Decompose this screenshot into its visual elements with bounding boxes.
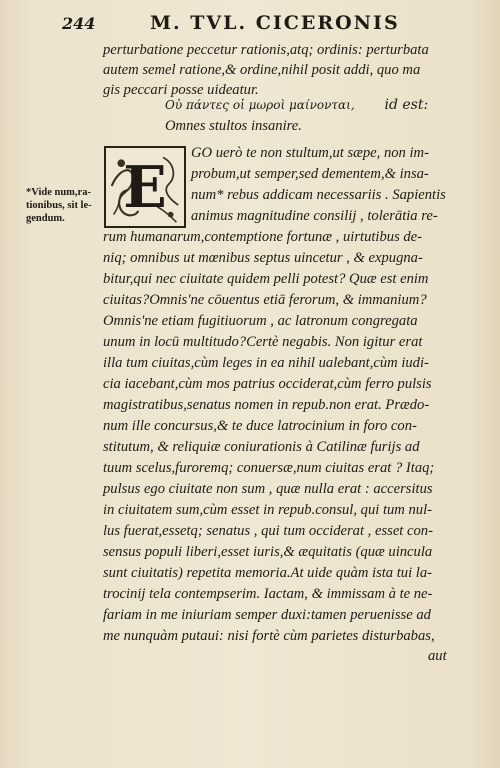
text-line: gis peccari posse uideatur. (103, 82, 259, 98)
text-line: stitutum, & reliquiæ coniurationis à Catilinæ furijs ad (103, 439, 420, 455)
text-line: GO uerò te non stultum,ut sæpe, non im- (191, 145, 429, 161)
id-est-label: id est: (384, 97, 429, 113)
greek-quotation (165, 96, 428, 114)
text-line: ciuitas?Omnis'ne cōuentus etiā ferorum, & immanium? (103, 292, 427, 308)
text-line: Omnis'ne etiam fugitiuorum , ac latronum congregata (103, 313, 418, 329)
text-line: pulsus ego ciuitate non sum , quæ nulla erat : accersitus (103, 481, 433, 497)
text-line: cia iacebant,cùm mos patrius occiderat,cùm ferro pulsis (103, 376, 432, 392)
margin-note-line: gendum. (26, 213, 65, 224)
page-number: 244 (62, 14, 96, 33)
text-line: autem semel ratione,& ordine,nihil posit addi, quo ma (103, 62, 421, 78)
text-line: sensus populi liberi,esset iuris,& æquitatis (quæ uincula (103, 544, 433, 560)
page-header (0, 12, 500, 38)
text-line: in ciuitatem sum,cùm esset in repub.consul, qui tum nul- (103, 502, 432, 518)
text-line: fariam in me iniuriam semper duxi:tamen peruenisse ad (103, 607, 431, 623)
greek-text: Οὐ πάντες οἱ μωροὶ μαίνονται, (165, 98, 355, 112)
margin-note (26, 186, 104, 225)
text-line: perturbatione peccetur rationis,atq; ordinis: perturbata (103, 42, 429, 58)
decorated-initial-e-icon (104, 146, 186, 228)
initial-e-drawing (106, 148, 184, 226)
text-line: niq; omnibus ut mœnibus septus uincetur , & expugna- (103, 250, 423, 266)
text-line: magistratibus,senatus nomen in repub.non erat. Prædo- (103, 397, 430, 413)
text-line: illa tum ciuitas,cùm leges in ea nihil ualebant,cùm iudi- (103, 355, 429, 371)
text-line: probum,ut semper,sed dementem,& insa- (191, 166, 429, 182)
text-line: sunt ciuitatis) repetita memoria.At uide quàm ista tui la- (103, 565, 433, 581)
text-line: me nunquàm putaui: nisi fortè cùm parietes disturbabas, (103, 628, 435, 644)
text-line: animus magnitudine consilij , tolerātia re- (191, 208, 438, 224)
text-line: bitur,qui nec ciuitate quidem pelli potest? Quæ est enim (103, 271, 429, 287)
initial-letter: E (123, 153, 167, 221)
text-line: num ille concursus,& te duce latrocinium in foro con- (103, 418, 417, 434)
text-line: num* rebus addicam necessariis . Sapientis (191, 187, 446, 203)
text-line: rum humanarum,contemptione fortunæ , uirtutibus de- (103, 229, 423, 245)
text-line: lus fuerat,essetq; senatus , qui tum occiderat , esset con- (103, 523, 433, 539)
text-line: unum in locū multitudo?Certè negabis. Non igitur erat (103, 334, 423, 350)
text-line: tuum scelus,furoremq; conuersæ,num ciuitas erat ? Itaq; (103, 460, 435, 476)
catchword: aut (428, 648, 447, 664)
margin-note-line: tionibus, sit le- (26, 200, 92, 211)
latin-quotation: Omnes stultos insanire. (165, 118, 302, 134)
margin-note-line: *Vide num,ra- (26, 187, 91, 198)
running-head: M. TVL. CICERONIS (150, 12, 400, 34)
text-line: trocinij tela contempserim. Iactam, & immissam à te ne- (103, 586, 433, 602)
